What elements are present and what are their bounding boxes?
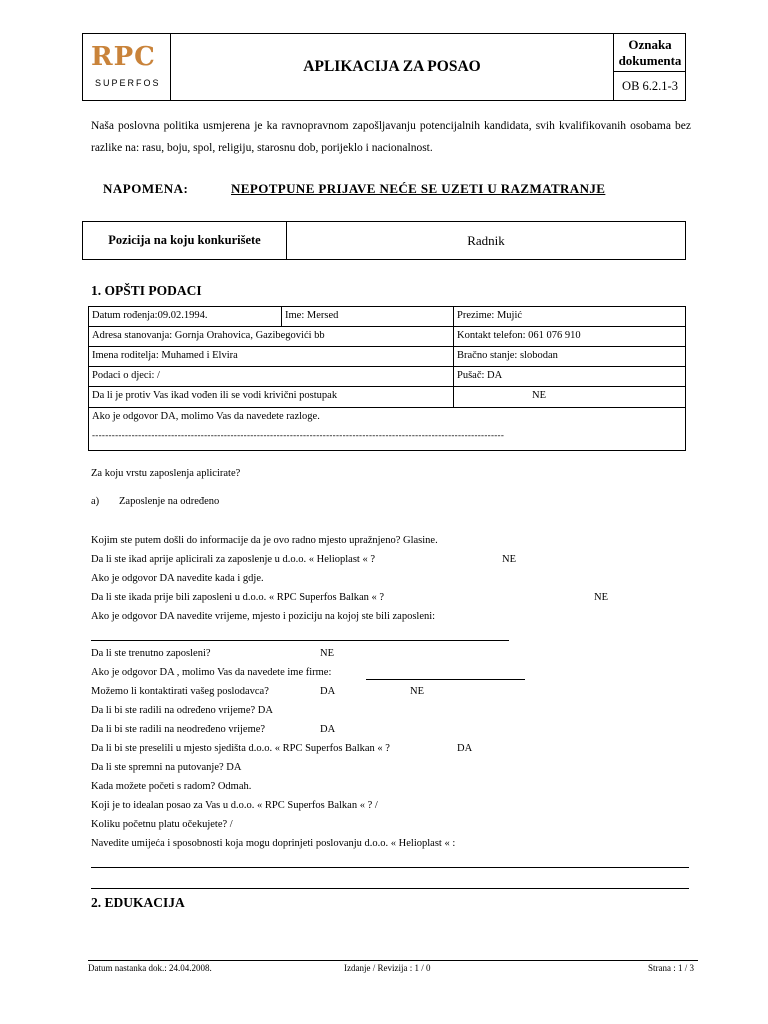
travel-question: Da li ste spremni na putovanje? DA <box>91 762 242 773</box>
table-row <box>89 307 685 327</box>
rpc-employed-answer[interactable]: NE <box>594 592 608 603</box>
company-name-question: Ako je odgovor DA , molimo Vas da navedete ime firme: <box>91 667 332 678</box>
contact-employer-no[interactable]: NE <box>410 686 424 697</box>
section-2-title: 2. EDUKACIJA <box>91 895 185 910</box>
position-box <box>82 221 686 260</box>
contact-employer-question: Možemo li kontaktirati vašeg poslodavca? <box>91 686 269 697</box>
start-date-question: Kada možete početi s radom? Odmah. <box>91 781 252 792</box>
note-text: NEPOTPUNE PRIJAVE NEĆE SE UZETI U RAZMATRANJE <box>231 181 606 196</box>
criminal-record-answer[interactable]: NE <box>453 387 685 407</box>
helioplast-apply-question: Da li ste ikad aprije aplicirali za zaposlenje u d.o.o. « Helioplast « ? <box>91 554 375 565</box>
rpc-employed-question: Da li ste ikada prije bili zaposleni u d.o.o. « RPC Superfos Balkan « ? <box>91 592 385 603</box>
parents-field[interactable]: Imena roditelja: Muhamed i Elvira <box>92 350 238 361</box>
footer-divider <box>88 960 698 961</box>
table-row <box>89 367 685 387</box>
children-field[interactable]: Podaci o djeci: / <box>92 370 160 381</box>
document-code-label: Oznaka dokumenta <box>614 34 686 72</box>
footer-revision: Izdanje / Revizija : 1 / 0 <box>344 963 431 973</box>
employment-type-question: Za koju vrstu zaposlenja aplicirate? <box>91 468 241 479</box>
marital-status-field[interactable]: Bračno stanje: slobodan <box>453 347 685 366</box>
ideal-job-question: Koji je to idealan posao za Vas u d.o.o. « RPC Superfos Balkan « ? / <box>91 800 378 811</box>
logo-text: RPC <box>91 42 156 72</box>
table-row <box>89 327 685 347</box>
company-name-line[interactable] <box>366 679 525 680</box>
skills-question: Navedite umijeća i sposobnosti koja mogu doprinjeti poslovanju d.o.o. « Helioplast « : <box>91 838 456 849</box>
address-field[interactable]: Adresa stanovanja: Gornja Orahovica, Gazibegovići bb <box>92 330 325 341</box>
helioplast-apply-answer[interactable]: NE <box>502 554 516 565</box>
fixed-term-question: Da li bi ste radili na određeno vrijeme? DA <box>91 705 273 716</box>
birth-date-field[interactable]: Datum rođenja:09.02.1994. <box>92 310 208 321</box>
position-value[interactable]: Radnik <box>467 232 505 248</box>
footer-date: Datum nastanka dok.: 24.04.2008. <box>88 963 212 973</box>
logo-subtext: SUPERFOS <box>95 78 161 88</box>
phone-field[interactable]: Kontakt telefon: 061 076 910 <box>453 327 685 346</box>
document-code-value: OB 6.2.1-3 <box>622 79 678 93</box>
criminal-record-question: Da li je protiv Vas ikad vođen ili se vodi krivični postupak <box>92 390 338 401</box>
note-label: NAPOMENA: <box>103 181 189 196</box>
intro-paragraph: Naša poslovna politika usmjerena je ka ravnopravnom zapošljavanju potencijalnih kandidata, svih kvalifikovanih osobama bez razlike na: rasu, boju, spol, religiju, starosnu dob, porijeklo i nacionalnost. <box>91 120 691 154</box>
reason-label: Ako je odgovor DA, molimo Vas da navedete razloge. <box>92 411 320 422</box>
footer-page: Strana : 1 / 3 <box>648 963 694 973</box>
currently-employed-question: Da li ste trenutno zaposleni? <box>91 648 211 659</box>
document-title: APLIKACIJA ZA POSAO <box>303 58 481 75</box>
personal-data-table <box>88 306 686 451</box>
contact-employer-yes[interactable]: DA <box>320 686 336 697</box>
salary-question: Koliku početnu platu očekujete? / <box>91 819 233 830</box>
option-a-label[interactable]: Zaposlenje na određeno <box>119 496 220 507</box>
currently-employed-answer[interactable]: NE <box>320 648 334 659</box>
permanent-answer[interactable]: DA <box>320 724 336 735</box>
smoker-field[interactable]: Pušač: DA <box>453 367 685 386</box>
logo <box>83 34 171 100</box>
option-a-letter: a) <box>91 496 100 507</box>
section-1-title: 1. OPŠTI PODACI <box>91 283 202 298</box>
table-row <box>89 347 685 367</box>
position-label: Pozicija na koju konkurišete <box>83 222 287 259</box>
document-header <box>82 33 686 101</box>
reason-dashes[interactable]: ----------------------------------------------------------------------------------------------------------------------------- <box>92 430 505 440</box>
time-place-position-question: Ako je odgovor DA navedite vrijeme, mjesto i poziciju na kojoj ste bili zaposleni: <box>91 611 436 622</box>
document-code-cell <box>613 34 685 100</box>
relocate-question: Da li bi ste preselili u mjesto sjedišta d.o.o. « RPC Superfos Balkan « ? <box>91 743 390 754</box>
last-name-field[interactable]: Prezime: Mujić <box>453 307 685 326</box>
relocate-answer[interactable]: DA <box>457 743 473 754</box>
permanent-question: Da li bi ste radili na neodređeno vrijeme? <box>91 724 266 735</box>
first-name-field[interactable]: Ime: Mersed <box>281 307 453 326</box>
table-row <box>89 387 685 408</box>
info-source-question: Kojim ste putem došli do informacije da je ovo radno mjesto upražnjeno? Glasine. <box>91 535 438 546</box>
answer-line[interactable] <box>91 640 509 641</box>
skills-answer-line[interactable] <box>91 888 689 889</box>
skills-answer-line[interactable] <box>91 867 689 868</box>
when-where-question: Ako je odgovor DA navedite kada i gdje. <box>91 573 264 584</box>
